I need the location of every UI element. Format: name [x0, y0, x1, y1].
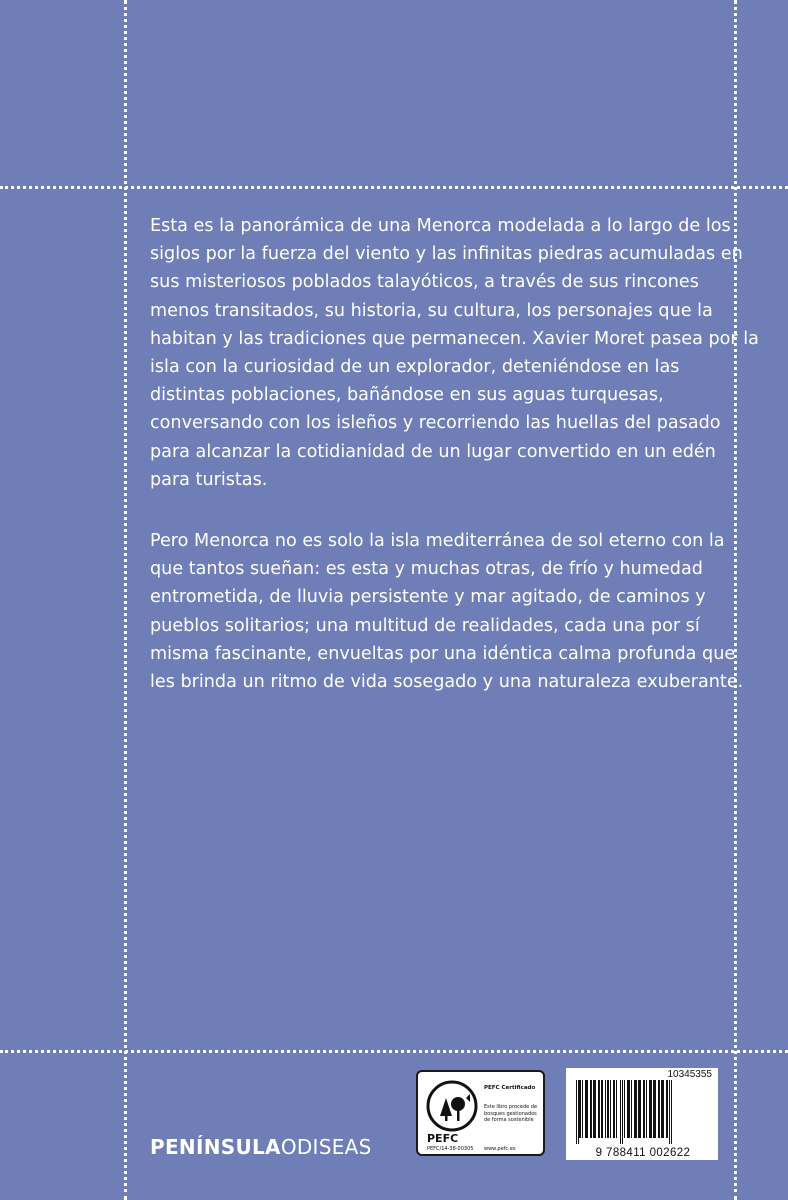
blurb-paragraph: Pero Menorca no es solo la isla mediterránea de sol eterno con la que tantos sueñan: es esta y muchas otras, de frío y humedad entrometida, de lluvia persistente y mar agitado, de caminos y pueblos solitarios; una multitud de realidades, cada una por sí misma fascinante, envueltas por una idéntica calma profunda que les brinda un ritmo de vida sosegado y una naturaleza exuberante.	[150, 531, 744, 693]
barcode-bar	[669, 1080, 670, 1144]
barcode-bar	[649, 1080, 652, 1138]
isbn-number: 9 788411 002622	[595, 1147, 691, 1159]
barcode-bar	[646, 1080, 647, 1138]
barcode-bar	[610, 1080, 611, 1138]
barcode-bar	[634, 1080, 637, 1138]
pefc-tree-icon	[426, 1080, 478, 1132]
collection-name: ODISEAS	[280, 1135, 372, 1159]
publisher-logo	[150, 1135, 372, 1159]
barcode-reference: 10345355	[667, 1069, 712, 1080]
barcode-bar	[579, 1080, 581, 1138]
pefc-title: PEFC Certificado	[484, 1085, 536, 1091]
barcode-bar	[643, 1080, 645, 1138]
barcode-bar	[605, 1080, 606, 1138]
barcode-bar	[671, 1080, 672, 1144]
barcode-bar	[658, 1080, 660, 1138]
barcode-bar	[590, 1080, 592, 1138]
barcode-bar	[582, 1080, 583, 1138]
barcode-bar	[631, 1080, 632, 1138]
publisher-name: PENÍNSULA	[150, 1135, 281, 1159]
barcode-bar	[622, 1080, 623, 1144]
barcode-bar	[593, 1080, 596, 1138]
barcode-bar	[607, 1080, 609, 1138]
blurb-paragraph: Esta es la panorámica de una Menorca modelada a lo largo de los siglos por la fuerza del viento y las infinitas piedras acumuladas en sus misteriosos poblados talayóticos, a través de sus rincones menos transitados, su historia, su cultura, los personajes que la habitan y las tradiciones que permanecen. Xavier Moret pasea por la isla con la curiosidad de un explorador, deteniéndose en las distintas poblaciones, bañándose en sus aguas turquesas, conversando con los isleños y recorriendo las huellas del pasado para alcanzar la cotidianidad de un lugar convertido en un edén para turistas.	[150, 216, 759, 490]
pefc-certification-badge	[416, 1070, 545, 1156]
barcode-bar	[598, 1080, 600, 1138]
barcode-bar	[585, 1080, 588, 1138]
barcode-bar	[576, 1080, 577, 1144]
barcode-bar	[616, 1080, 617, 1138]
dotted-line-bottom	[0, 1050, 788, 1053]
dotted-line-left	[124, 0, 127, 1200]
pefc-brand: PEFC	[427, 1132, 459, 1145]
barcode-bar	[661, 1080, 664, 1138]
barcode-bar	[601, 1080, 603, 1138]
barcode-bars	[574, 1080, 710, 1144]
barcode-bar	[613, 1080, 615, 1138]
pefc-code: PEFC/14-38-00305	[427, 1146, 474, 1152]
barcode-bar	[627, 1080, 630, 1138]
barcode-bar	[653, 1080, 656, 1138]
barcode-bar	[624, 1080, 625, 1138]
barcode-bar	[620, 1080, 621, 1144]
barcode-bar	[578, 1080, 579, 1144]
barcode-bar	[638, 1080, 641, 1138]
back-cover-blurb	[150, 212, 760, 729]
dotted-line-top	[0, 186, 788, 189]
isbn-barcode	[566, 1068, 718, 1160]
pefc-url: www.pefc.es	[484, 1146, 516, 1152]
barcode-bar	[666, 1080, 668, 1138]
pefc-description: Este libro procede de bosques gestionados de forma sostenible	[484, 1104, 538, 1123]
